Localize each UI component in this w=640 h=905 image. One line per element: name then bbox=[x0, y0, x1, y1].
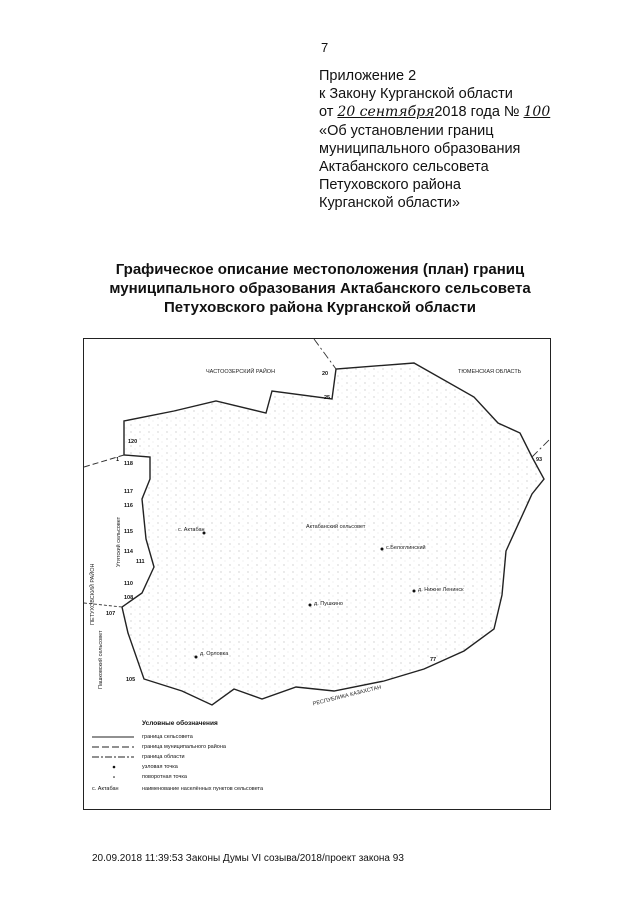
settlement-beloglinsky: с.Белоглинский bbox=[386, 545, 426, 551]
point-118: 118 bbox=[124, 461, 133, 467]
point-117: 117 bbox=[124, 489, 133, 495]
point-105: 105 bbox=[126, 677, 136, 683]
point-116: 116 bbox=[124, 503, 133, 509]
document-title bbox=[60, 260, 580, 317]
page-number: 7 bbox=[321, 40, 329, 55]
point-115: 115 bbox=[124, 529, 133, 535]
point-1: 1 bbox=[116, 457, 120, 463]
point-107: 107 bbox=[106, 611, 116, 617]
point-114: 114 bbox=[124, 549, 133, 555]
appendix-year-number-label: 2018 года № bbox=[434, 104, 520, 121]
council-label-aktaban: Актабанский сельсовет bbox=[306, 524, 366, 530]
appendix-line-2: к Закону Курганской области bbox=[319, 86, 513, 103]
legend-title: Условные обозначения bbox=[142, 720, 218, 727]
council-label-pashkovsky: Пашковский сельсовет bbox=[98, 630, 104, 689]
council-label-utyatsky: Утятский сельсовет bbox=[116, 516, 122, 567]
settlement-pushkino: д. Пушкино bbox=[314, 601, 343, 607]
appendix-header bbox=[319, 67, 550, 213]
legend-settlement-sample: с. Актабан bbox=[92, 786, 119, 792]
point-25: 25 bbox=[324, 395, 331, 401]
legend-item-council-boundary: граница сельсовета bbox=[142, 734, 193, 740]
point-108: 108 bbox=[124, 595, 134, 601]
settlement-aktaban: с. Актабан bbox=[178, 527, 205, 533]
region-boundary-east bbox=[532, 439, 550, 457]
legend-item-turn-point: поворотная точка bbox=[142, 774, 187, 780]
appendix-line-7: Петуховского района bbox=[319, 177, 461, 194]
settlement-nizhne-leninsk: д. Нижне Ленинск bbox=[418, 587, 464, 593]
region-label-top-left: ЧАСТООЗЕРСКИЙ РАЙОН bbox=[206, 369, 276, 375]
legend-item-district-boundary: граница муниципального района bbox=[142, 744, 226, 750]
point-120: 120 bbox=[128, 439, 138, 445]
appendix-date-prefix: от bbox=[319, 104, 334, 121]
appendix-line-8: Курганской области» bbox=[319, 195, 460, 212]
footer-stamp: 20.09.2018 11:39:53 Законы Думы VI созыва/2018/проект закона 93 bbox=[92, 853, 404, 864]
region-boundary-north bbox=[314, 339, 336, 369]
region-label-top-right: ТЮМЕНСКАЯ ОБЛАСТЬ bbox=[458, 369, 522, 375]
point-93: 93 bbox=[536, 457, 543, 463]
settlement-orlovka: д. Орловка bbox=[200, 651, 229, 657]
point-77: 77 bbox=[430, 657, 437, 663]
boundary-map bbox=[83, 338, 551, 810]
legend-item-settlement-names: наименование населённых пунктов сельсовета bbox=[142, 786, 264, 792]
handwritten-law-number: 100 bbox=[523, 104, 551, 121]
region-label-bottom: РЕСПУБЛИКА КАЗАХСТАН bbox=[312, 684, 382, 708]
legend-item-node-point: узловая точка bbox=[142, 764, 178, 770]
municipality-boundary bbox=[122, 363, 544, 705]
appendix-line-3 bbox=[319, 103, 550, 121]
point-20: 20 bbox=[322, 371, 329, 377]
appendix-line-6: Актабанского сельсовета bbox=[319, 159, 489, 176]
handwritten-date: 20 сентября bbox=[337, 104, 435, 121]
point-110: 110 bbox=[124, 581, 133, 587]
appendix-line-5: муниципального образования bbox=[319, 140, 521, 157]
legend-item-region-boundary: граница области bbox=[142, 754, 185, 760]
title-line-1: Графическое описание местоположения (план) границ bbox=[115, 261, 525, 278]
appendix-line-1: Приложение 2 bbox=[319, 68, 417, 84]
district-label-left: ПЕТУХОВСКИЙ РАЙОН bbox=[90, 563, 96, 625]
title-line-3: Петуховского района Курганской области bbox=[164, 299, 476, 316]
appendix-line-4: «Об установлении границ bbox=[319, 122, 494, 139]
point-111: 111 bbox=[136, 559, 145, 565]
title-line-2: муниципального образования Актабанского сельсовета bbox=[109, 280, 531, 297]
